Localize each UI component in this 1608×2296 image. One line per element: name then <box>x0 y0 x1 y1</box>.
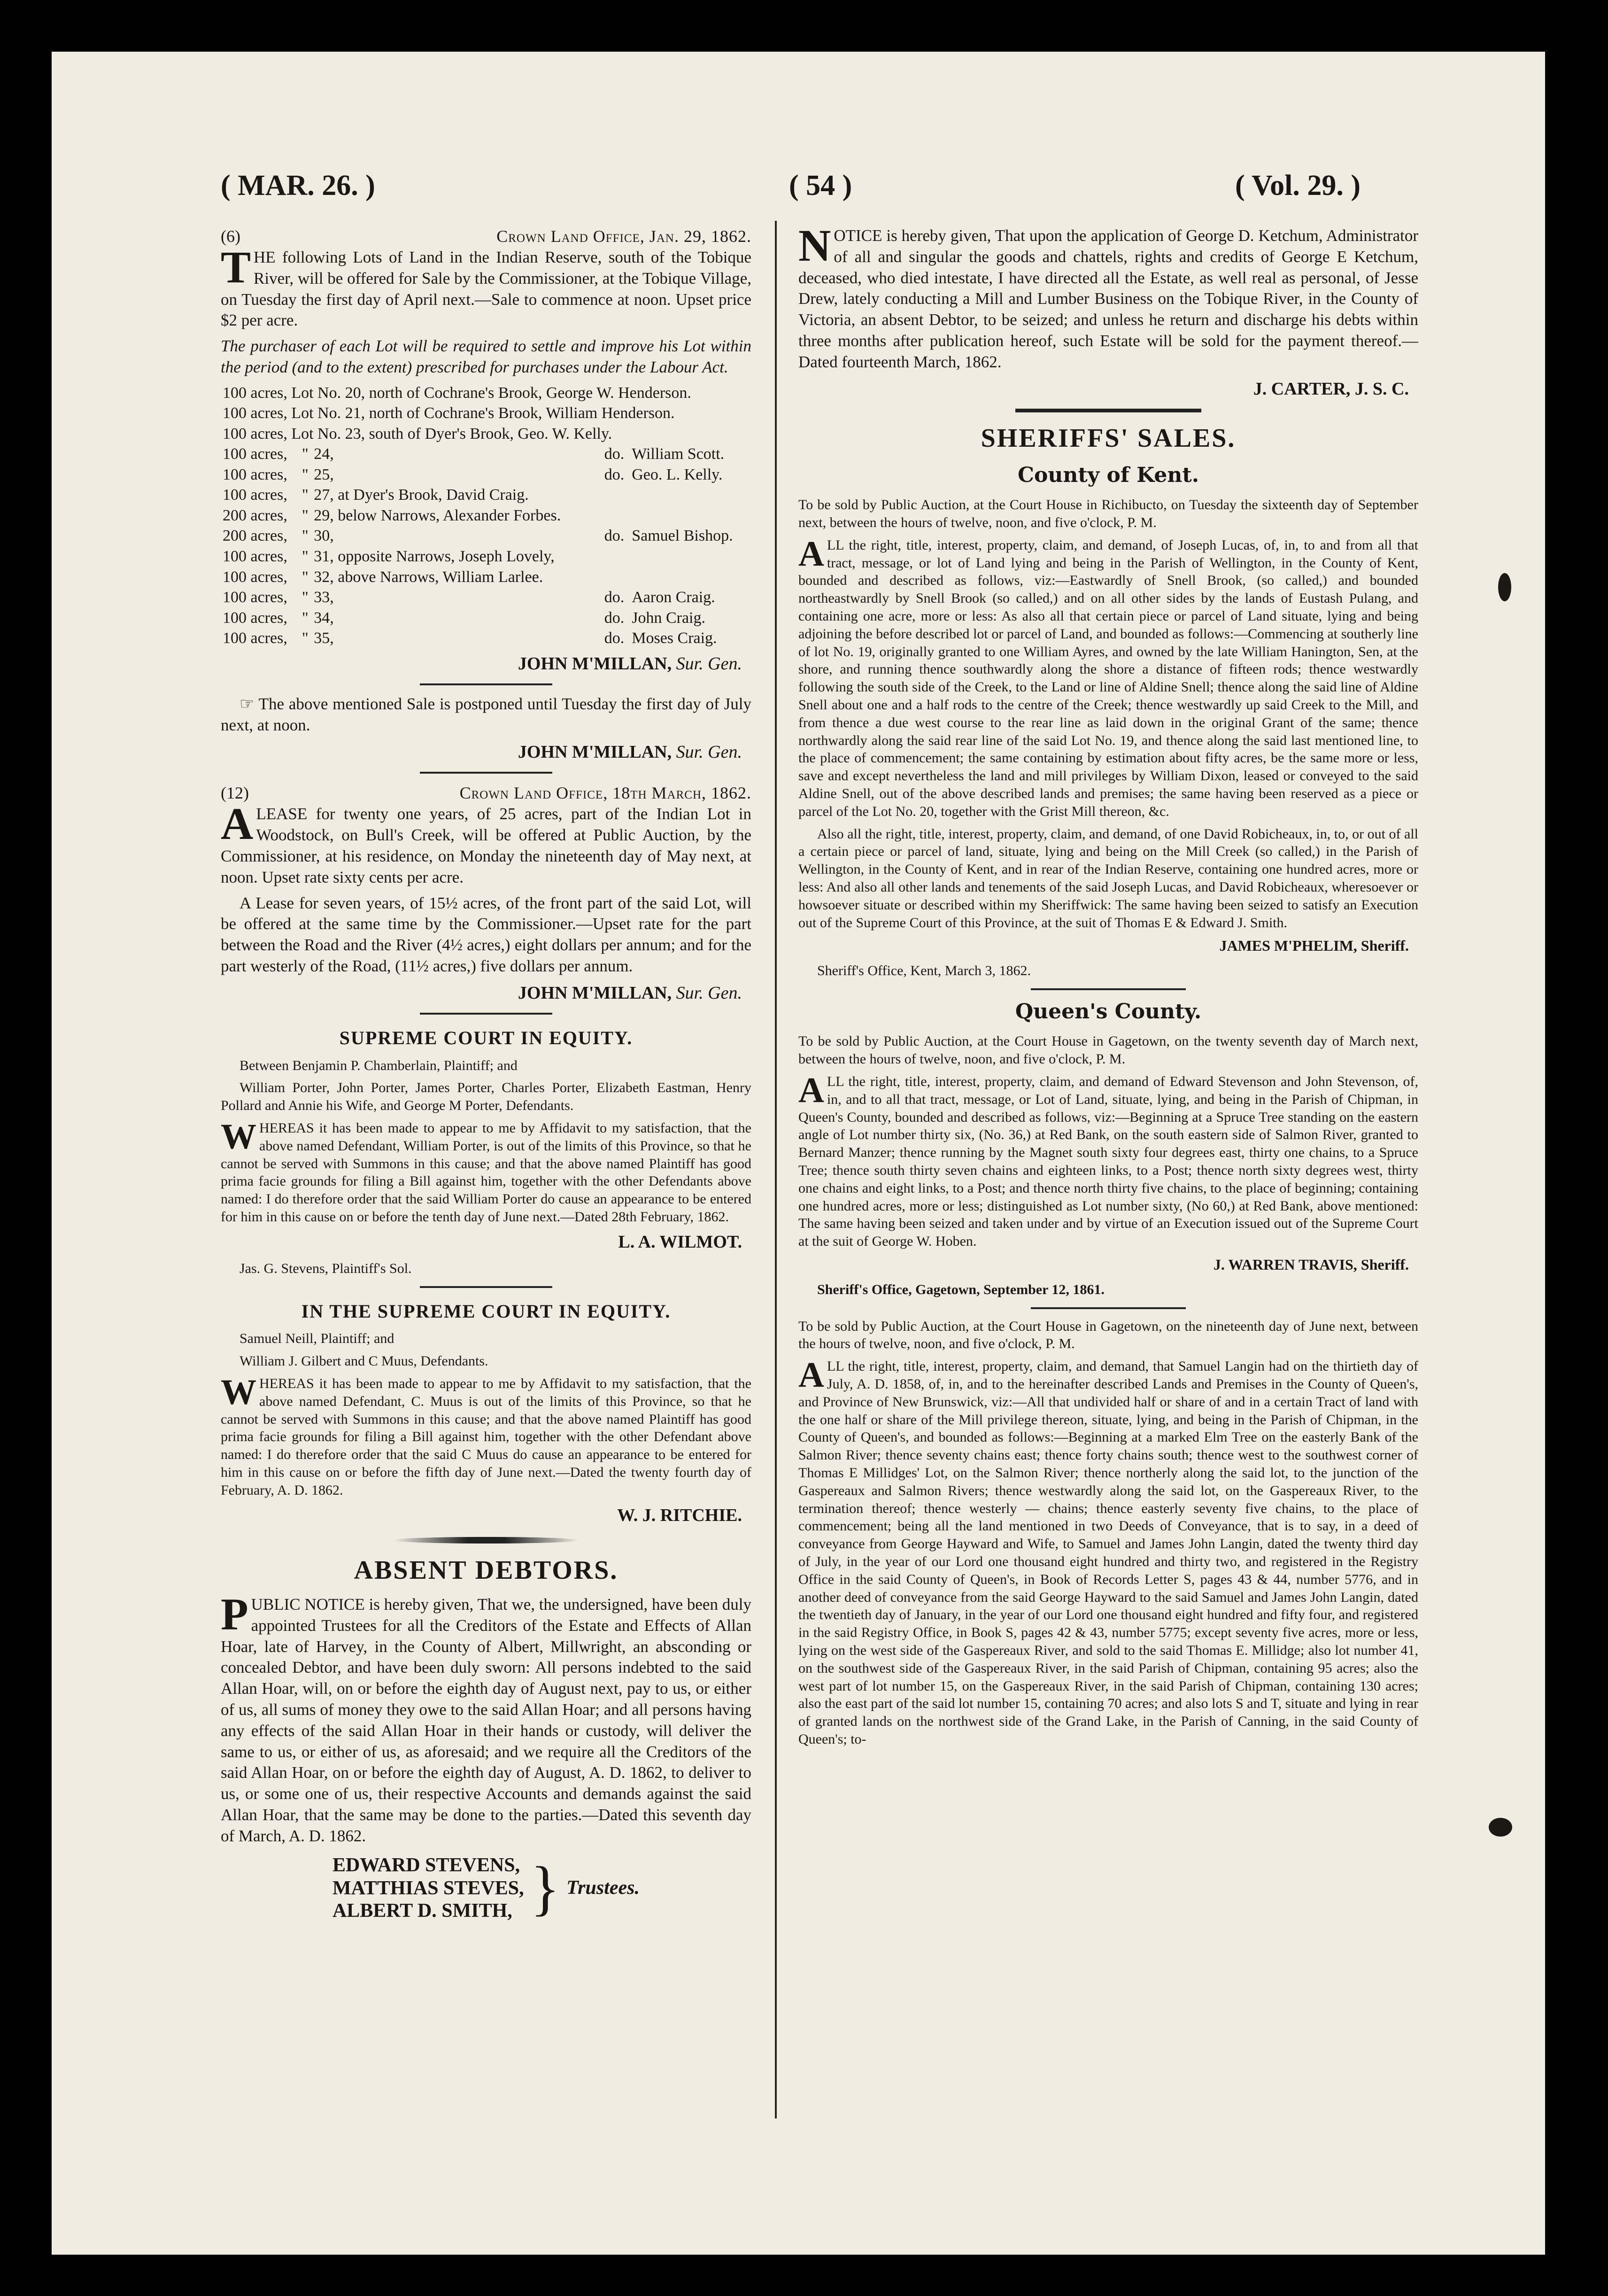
section-heading: SUPREME COURT IN EQUITY. <box>339 1027 633 1049</box>
county-heading: Queen's County. <box>1015 1000 1202 1024</box>
trustees-role: Trustees. <box>566 1877 640 1899</box>
trustees-block <box>221 1854 751 1922</box>
lot-location: do. <box>604 465 625 483</box>
lot-owner: Moses Craig. <box>632 629 717 647</box>
sale-body: LL the right, title, interest, property, claim, and demand, of Joseph Lucas, of, in, to and from all that tract, message, or lot of Land lying and being in the Parish of Wellington, in the County of Kent, bounded and described as follows, viz:—Eastwardly of Snell Brook, (so called,) and bounded northeastwardly by Snell Brook (so called,) and on all other sides by the lands of Eustash Pulang, and containing one acre, more or less: As also all that certain piece or parcel of Land situate, lying and being adjoining the before described lot or parcel of Land, and bounded as follows:—Commencing at southerly line of lot No. 19, originally granted to one William Ayres, and owned by the late William Hanington, Sen, at the shore, and running thence southwardly along the shore a distance of fifteen rods; thence westwardly following the south side of the Creek, to the Land or line of Aldine Snell; thence along the said line of Aldine Snell about one and a half rods to the centre of the Creek; thence westwardly up said Creek to the Mill, and from thence a due west course to the rear line as laid down in the original Grant of the same; thence northwardly along the said rear line of the said Lot No. 19, and thence along the said last mentioned line, to the place of commencement; the same containing by estimation about fifty acres, be the same more or less, save and except nevertheless the land and mill privileges by William Dixon, leased or conveyed to the said Aldine Snell, out of the above described lands and premises; the same having been reserved as a piece or parcel of the Lot No. 20, together with the Grist Mill thereon, &c. <box>798 537 1418 819</box>
lot-location: do. <box>604 445 625 463</box>
lot-number: 30, <box>314 527 334 545</box>
drop-cap: N <box>798 220 831 271</box>
ornament-rule <box>393 1537 579 1544</box>
lot-row <box>221 526 751 546</box>
equity-notice-neill <box>221 1299 751 1527</box>
left-column <box>221 225 751 1922</box>
lot-row <box>221 505 751 526</box>
lot-acres: 100 acres, <box>223 609 287 627</box>
sale-intro: To be sold by Public Auction, at the Court House in Richibucto, on Tuesday the sixteenth day of September next, between the hours of twelve, noon, and five o'clock, P. M. <box>798 497 1418 530</box>
notice-body: LEASE for twenty one years, of 25 acres, part of the Indian Lot in Woodstock, on Bull's Creek, will be offered at Public Auction, by the Commissioner, at his residence, on Monday the nineteenth day of May next, at noon. Upset rate sixty cents per acre. <box>221 805 751 886</box>
issue-date: ( MAR. 26. ) <box>221 170 375 202</box>
parties-line: William J. Gilbert and C Muus, Defendants. <box>240 1353 488 1369</box>
signature: J. CARTER, J. S. C. <box>1253 379 1409 399</box>
lot-ditto: " <box>302 527 309 545</box>
trustee-name: ALBERT D. SMITH, <box>332 1900 512 1922</box>
trustee-name: MATTHIAS STEVES, <box>332 1877 524 1899</box>
brace: } <box>530 1854 560 1922</box>
kent-county-sale <box>798 462 1418 980</box>
drop-cap: W <box>221 1117 256 1157</box>
sheriff-office: Sheriff's Office, Kent, March 3, 1862. <box>817 963 1031 979</box>
lot-ditto: " <box>302 629 309 647</box>
lot-row <box>221 628 751 649</box>
lot-entry: 100 acres, Lot No. 23, south of Dyer's Brook, Geo. W. Kelly. <box>223 425 612 442</box>
lot-acres: 100 acres, <box>223 445 287 463</box>
divider-rule <box>1031 988 1186 990</box>
drop-cap: T <box>221 242 251 293</box>
lot-acres: 200 acres, <box>223 506 287 524</box>
lot-number: 29, below Narrows, Alexander Forbes. <box>314 506 561 524</box>
sale-intro: To be sold by Public Auction, at the Court House in Gagetown, on the twenty seventh day of March next, between the hours of twelve, noon, and five o'clock, P. M. <box>798 1033 1418 1067</box>
lot-ditto: " <box>302 609 309 627</box>
trustee-name: EDWARD STEVENS, <box>332 1854 520 1877</box>
lot-acres: 100 acres, <box>223 547 287 565</box>
lot-row <box>221 567 751 588</box>
lots-table <box>221 383 751 649</box>
lot-location: do. <box>604 629 625 647</box>
lot-acres: 100 acres, <box>223 589 287 606</box>
lot-row <box>221 587 751 608</box>
notice-body: HEREAS it has been made to appear to me by Affidavit to my satisfaction, that the above named Defendant, C. Muus is out of the limits of this Province, so that he cannot be served with Summons in this cause; and that the above named Plaintiff has good prima facie grounds for filing a Bill against him, together with the other Defendant above named: I do therefore order that the said C Muus do cause an appearance to be entered for him in this cause on or before the fifth day of June next.—Dated the twenty fourth day of February, A. D. 1862. <box>221 1376 751 1498</box>
lot-row <box>221 383 751 403</box>
notice-number: (6) <box>221 227 240 246</box>
ink-blot <box>1489 1818 1512 1837</box>
divider-rule <box>420 1286 553 1288</box>
notice-body: HEREAS it has been made to appear to me by Affidavit to my satisfaction, that the above named Defendant, William Porter, is out of the limits of this Province, so that he cannot be served with Summons in this cause; and that the above named Plaintiff has good prima facie grounds for filing a Bill against him, together with the other Defendants above named: I do therefore order that the said William Porter do cause an appearance to be entered for him in this cause on or before the tenth day of June next.—Dated 28th February, 1862. <box>221 1120 751 1225</box>
lot-number: 32, above Narrows, William Larlee. <box>314 568 543 586</box>
notice-body: HE following Lots of Land in the Indian Reserve, south of the Tobique River, will be offered for Sale by the Commissioner, at the Tobique Village, on Tuesday the first day of April next.—Sale to commence at noon. Upset price $2 per acre. <box>221 248 751 330</box>
crown-land-notice-tobique <box>221 225 751 675</box>
lot-row <box>221 424 751 444</box>
lot-owner: Geo. L. Kelly. <box>632 465 723 483</box>
office-date: Crown Land Office, 18th March, 1862. <box>459 783 751 803</box>
signature: W. J. RITCHIE. <box>617 1505 742 1525</box>
lot-row <box>221 465 751 485</box>
section-heading: ABSENT DEBTORS. <box>354 1556 618 1585</box>
equity-notice-porter <box>221 1026 751 1278</box>
drop-cap: P <box>221 1589 248 1639</box>
office-date: Crown Land Office, Jan. 29, 1862. <box>496 227 751 246</box>
signature: JOHN M'MILLAN, Sur. Gen. <box>518 983 742 1003</box>
lot-number: 34, <box>314 609 334 627</box>
lot-number: 25, <box>314 465 334 483</box>
county-heading: County of Kent. <box>1017 463 1199 487</box>
divider-rule <box>420 772 553 774</box>
notice-body: UBLIC NOTICE is hereby given, That we, the undersigned, have been duly appointed Trustees for all the Creditors of the Estate and Effects of Allan Hoar, late of Harvey, in the County of Albert, Millwright, an absconding or concealed Debtor, and have been duly sworn: All persons indebted to the said Allan Hoar, will, on or before the eighth day of August next, pay to us, or either of us, all sums of money they owe to the said Allan Hoar; and all persons having any effects of the said Allan Hoar in their hands or custody, will deliver the same to us, or either of us, as aforesaid; and we require all the Creditors of the said Allan Hoar, on or before the eighth day of August, A. D. 1862, to deliver to us, or some one of us, their respective Accounts and demands against the said Allan Hoar, that the same may be done to the parties.—Dated this seventh day of March, A. D. 1862. <box>221 1595 751 1845</box>
lot-ditto: " <box>302 445 309 463</box>
lot-ditto: " <box>302 547 309 565</box>
lot-entry: 100 acres, Lot No. 20, north of Cochrane's Brook, George W. Henderson. <box>223 384 691 402</box>
lot-ditto: " <box>302 506 309 524</box>
lot-number: 31, opposite Narrows, Joseph Lovely, <box>314 547 555 565</box>
volume-number: ( Vol. 29. ) <box>1235 170 1361 202</box>
lot-location: do. <box>604 527 625 545</box>
lot-entry: 100 acres, Lot No. 21, north of Cochrane's Brook, William Henderson. <box>223 404 675 422</box>
ink-blot <box>1498 573 1511 601</box>
drop-cap: A <box>798 1070 824 1110</box>
lot-acres: 100 acres, <box>223 465 287 483</box>
sale-intro: To be sold by Public Auction, at the Court House in Gagetown, on the nineteenth day of June next, between the hours of twelve, noon, and five o'clock, P. M. <box>798 1318 1418 1352</box>
solicitor: Jas. G. Stevens, Plaintiff's Sol. <box>240 1261 412 1277</box>
crown-land-notice-woodstock <box>221 782 751 1004</box>
lot-number: 27, at Dyer's Brook, David Craig. <box>314 486 529 504</box>
notice-conditions: The purchaser of each Lot will be required to settle and improve his Lot within the period (and to the extent) prescribed for purchases under the Labour Act. <box>221 337 751 377</box>
signature: JAMES M'PHELIM, Sheriff. <box>1219 937 1409 954</box>
signature: JOHN M'MILLAN, Sur. Gen. <box>518 742 742 762</box>
lot-acres: 100 acres, <box>223 486 287 504</box>
drop-cap: A <box>798 534 824 574</box>
divider-rule <box>420 683 553 685</box>
sheriff-office: Sheriff's Office, Gagetown, September 12, 1861. <box>817 1281 1105 1297</box>
sale-body-2: Also all the right, title, interest, property, claim, and demand, of one David Robicheaux, in, to, or out of all a certain piece or parcel of land, situate, lying and being on the Mill Creek (so called,) in the Parish of Wellington, in the County of Kent, and in rear of the Indian Reserve, containing one hundred acres, more or less: And also all other lands and tenements of the said Joseph Lucas, and David Robicheaux, wheresoever or howsoever situate or described within my Sheriffwick: The same having been seized to satisfy an Execution out of the Supreme Court of this Province, at the suit of Thomas E & Edward J. Smith. <box>798 826 1418 931</box>
notice-body-2: A Lease for seven years, of 15½ acres, of the front part of the said Lot, will be offered at the same time by the Commissioner.—Upset rate for the part between the Road and the River (4½ acres,) eight dollars per annum; and for the part westerly of the Road, (11½ acres,) five dollars per annum. <box>221 893 751 976</box>
lot-ditto: " <box>302 568 309 586</box>
newspaper-page <box>52 52 1545 2255</box>
sheriffs-sales-heading: SHERIFFS' SALES. <box>981 424 1236 453</box>
sale-body: LL the right, title, interest, property, claim, and demand of Edward Stevenson and John Stevenson, of, in, and to all that tract, message, or Lot of Land, situate, lying, and being in the Parish of Chipman, in Queen's County, bounded and described as follows, viz:—Beginning at a Spruce Tree standing on the eastern angle of Lot number thirty six, (No. 36,) at Red Bank, on the south eastern side of Salmon River, granted to Bernard Manzer; thence running by the Magnet south sixty four degrees east, thirty one chains, to a Spruce Tree; thence south thirty seven chains and eighteen links, to a Post; thence north sixty degrees west, thirty one chains and eight links, to a Post; and thence north thirty five chains, to the place of beginning; containing one hundred acres, more or less; distinguished as Lot number sixty, (No 60,) at Red Bank, above mentioned: The same having been seized and taken under and by virtue of an Execution issued out of the Supreme Court at the suit of George W. Hoben. <box>798 1073 1418 1249</box>
sale-body: LL the right, title, interest, property, claim, and demand, that Samuel Langin had on the thirtieth day of July, A. D. 1858, of, in, and to the hereinafter described Lands and Premises in the County of Queen's, and Province of New Brunswick, viz:—All that undivided half or share of and in a certain Tract of land with the one half or share of the Mill privilege thereon, situate, lying, and being in the Parish of Chipman, in the County of Queen's, and bounded as follows:—Beginning at a marked Elm Tree on the easterly Bank of the Salmon River; thence seventy chains east; thence forty chains south; thence west to the southwest corner of Thomas E Millidges' Lot, on the Salmon River; thence northerly along the said lot, to the junction of the Gaspereaux and Salmon Rivers; thence westwardly along the said lot, on the Gaspereaux River, to the termination thereof; thence westerly — chains; thence easterly seventy five chains, to the place of commencement; being all the land mentioned in two Deeds of Conveyance, that is to say, in a deed of conveyance from George Hayward and Wife, to Samuel and James John Langin, dated the twenty third day of July, in the year of our Lord one thousand eight hundred and thirty two, and registered in the Registry Office in the said County of Queen's, in Book of Records Letter S, pages 43 & 44, number 5776, and in another deed of conveyance from the said George Hayward to the said Samuel and James John Langin, dated the twentieth day of January, in the year of our Lord one thousand eight hundred and fifty four, and registered in the said Registry Office, in Book S, pages 42 & 43, number 5775; except seventy five acres, more or less, lying on the west side of the Gaspereaux River, and sold to the said Thomas E. Millidge; also lot number 41, on the southwest side of the Gaspereaux River, in the said Parish of Chipman, containing 95 acres; also the west part of lot number 15, on the Gaspereaux River, in the said Parish of Chipman, containing 130 acres; also the east part of the said lot number 15, containing 70 acres; and also lots S and T, situate and lying in rear of granted lands on the northwest side of the Grand Lake, in the Parish of Canning, in the said County of Queen's; to- <box>798 1358 1418 1747</box>
right-column <box>798 220 1418 1753</box>
parties-line: Between Benjamin P. Chamberlain, Plaintiff; and <box>240 1057 518 1073</box>
parties-line: Samuel Neill, Plaintiff; and <box>240 1331 394 1347</box>
lot-acres: 200 acres, <box>223 527 287 545</box>
signature: J. WARREN TRAVIS, Sheriff. <box>1213 1256 1409 1273</box>
lot-owner: William Scott. <box>632 445 725 463</box>
notice-number: (12) <box>221 783 249 803</box>
notice-body: OTICE is hereby given, That upon the application of George D. Ketchum, Administrator of all and singular the goods and chattels, rights and credits of George E Ketchum, deceased, who died intestate, I have directed all the Estate, as well real as personal, of Jesse Drew, lately conducting a Mill and Lumber Business on the Tobique River, in the County of Victoria, an absent Debtor, to be seized; and unless he return and discharge his debts within three months after publication hereof, such Estate will be sold for the payment thereof.—Dated fourteenth March, 1862. <box>798 226 1418 371</box>
page-header <box>52 169 1545 216</box>
postponement-notice <box>221 694 751 763</box>
lot-location: do. <box>604 609 625 627</box>
postponement-body: ☞ The above mentioned Sale is postponed until Tuesday the first day of July next, at noon. <box>221 695 751 734</box>
lot-owner: Samuel Bishop. <box>632 527 733 545</box>
lot-number: 24, <box>314 445 334 463</box>
lot-row <box>221 444 751 465</box>
lot-number: 33, <box>314 589 334 606</box>
drop-cap: W <box>221 1373 256 1412</box>
queens-county-sale <box>798 999 1418 1748</box>
lot-location: do. <box>604 589 625 606</box>
lot-acres: 100 acres, <box>223 629 287 647</box>
divider-rule <box>1015 409 1201 412</box>
lot-acres: 100 acres, <box>223 568 287 586</box>
lot-row <box>221 546 751 567</box>
lot-row <box>221 485 751 505</box>
drop-cap: A <box>798 1355 824 1395</box>
divider-rule <box>1031 1307 1186 1309</box>
signature: L. A. WILMOT. <box>618 1232 742 1252</box>
lot-owner: Aaron Craig. <box>632 589 715 606</box>
parties-line: William Porter, John Porter, James Porter, Charles Porter, Elizabeth Eastman, Henry Pollard and Annie his Wife, and George M Porter, Defendants. <box>221 1080 751 1114</box>
lot-number: 35, <box>314 629 334 647</box>
lot-owner: John Craig. <box>632 609 706 627</box>
divider-rule <box>420 1013 553 1015</box>
lot-row <box>221 403 751 424</box>
absent-debtors-notice <box>221 1554 751 1922</box>
lot-ditto: " <box>302 486 309 504</box>
lot-row <box>221 608 751 628</box>
signature: JOHN M'MILLAN, Sur. Gen. <box>518 653 742 674</box>
lot-ditto: " <box>302 465 309 483</box>
column-divider <box>775 221 777 2118</box>
page-number: ( 54 ) <box>789 170 852 202</box>
drop-cap: A <box>221 799 254 849</box>
section-heading: IN THE SUPREME COURT IN EQUITY. <box>301 1301 671 1322</box>
ketchum-notice <box>798 220 1418 400</box>
lot-ditto: " <box>302 589 309 606</box>
